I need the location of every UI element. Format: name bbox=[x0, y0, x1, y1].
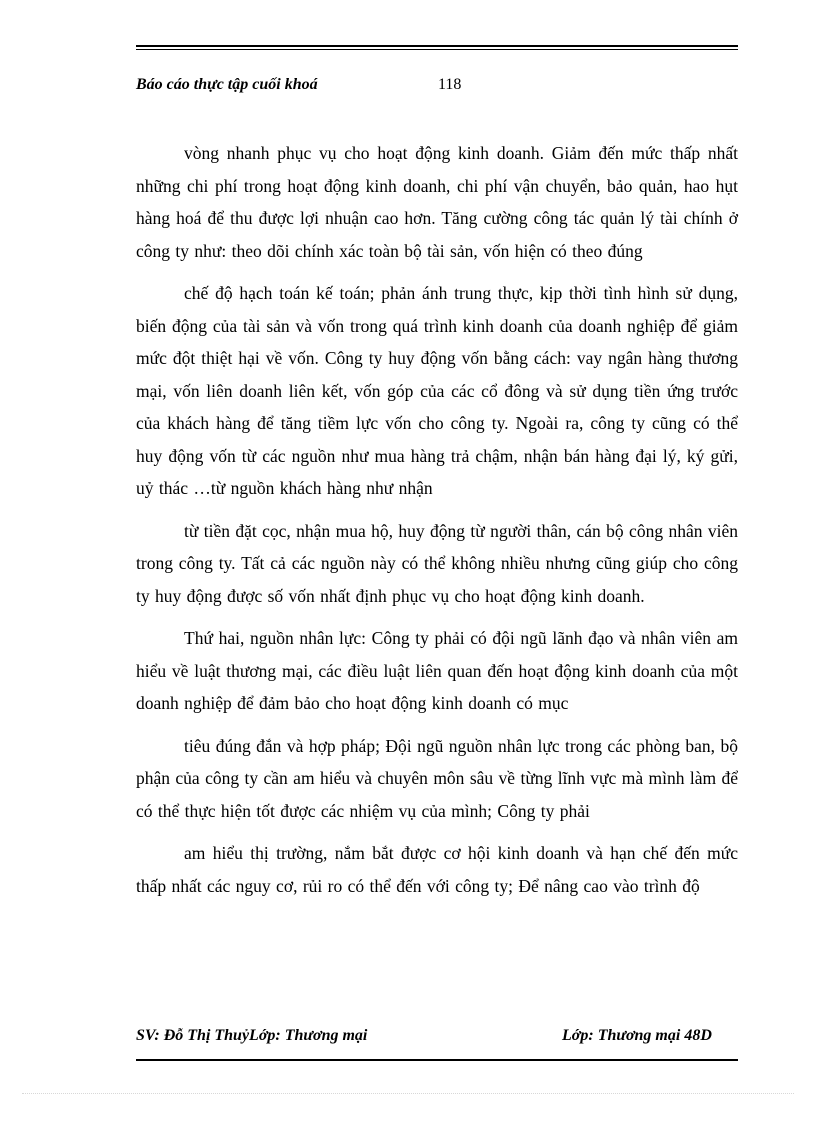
student-name: SV: Đỗ Thị ThuỷLớp: Thương mại bbox=[136, 1027, 368, 1044]
paragraph-2: chế độ hạch toán kế toán; phản ánh trung thực, kịp thời tình hình sử dụng, biến động của tài sản và vốn trong quá trình kinh doanh của doanh nghiệp để giảm mức đột thiệt hại về vốn. Công ty huy động vốn bằng cách: vay ngân hàng thương mại, vốn liên doanh liên kết, vốn góp của các cổ đông và sử dụng tiền ứng trước của khách hàng để tăng tiềm lực vốn cho công ty. Ngoài ra, công ty cũng có thể huy động vốn từ các nguồn như mua hàng trả chậm, nhận bán hàng đại lý, ký gửi, uỷ thác …từ nguồn khách hàng như nhận bbox=[136, 283, 738, 498]
paragraph-5: tiêu đúng đắn và hợp pháp; Đội ngũ nguồn nhân lực trong các phòng ban, bộ phận của công ty cần am hiểu và chuyên môn sâu về từng lĩnh vực mà mình làm để có thể thực hiện tốt được các nhiệm vụ của mình; Công ty phải bbox=[136, 735, 738, 821]
paragraph-3: từ tiền đặt cọc, nhận mua hộ, huy động từ người thân, cán bộ công nhân viên trong công ty. Tất cả các nguồn này có thể không nhiều nhưng cũng giúp cho công ty huy động được số vốn nhất định phục vụ cho hoạt động kinh doanh. bbox=[136, 520, 738, 606]
header-rule bbox=[136, 45, 738, 50]
page-edge-divider bbox=[22, 1093, 794, 1094]
paragraph-4: Thứ hai, nguồn nhân lực: Công ty phải có đội ngũ lãnh đạo và nhân viên am hiểu về luật thương mại, các điều luật liên quan đến hoạt động kinh doanh của một doanh nghiệp để đảm bảo cho hoạt động kinh doanh có mục bbox=[136, 628, 738, 713]
document-body bbox=[136, 137, 738, 912]
footer-rule bbox=[136, 1059, 738, 1061]
paragraph-1: vòng nhanh phục vụ cho hoạt động kinh doanh. Giảm đến mức thấp nhất những chi phí trong hoạt động kinh doanh, chi phí vận chuyển, bảo quản, hao hụt hàng hoá để thu được lợi nhuận cao hơn. Tăng cường công tác quản lý tài chính ở công ty như: theo dõi chính xác toàn bộ tài sản, vốn hiện có theo đúng bbox=[136, 143, 738, 261]
page-header bbox=[136, 76, 738, 98]
report-title: Báo cáo thực tập cuối khoá bbox=[136, 76, 318, 93]
page-number: 118 bbox=[438, 76, 462, 93]
page-footer bbox=[136, 1027, 738, 1049]
class-name: Lớp: Thương mại 48D bbox=[562, 1027, 712, 1044]
paragraph-6: am hiểu thị trường, nắm bắt được cơ hội kinh doanh và hạn chế đến mức thấp nhất các nguy cơ, rủi ro có thể đến với công ty; Để nâng cao vào trình độ bbox=[136, 843, 738, 896]
